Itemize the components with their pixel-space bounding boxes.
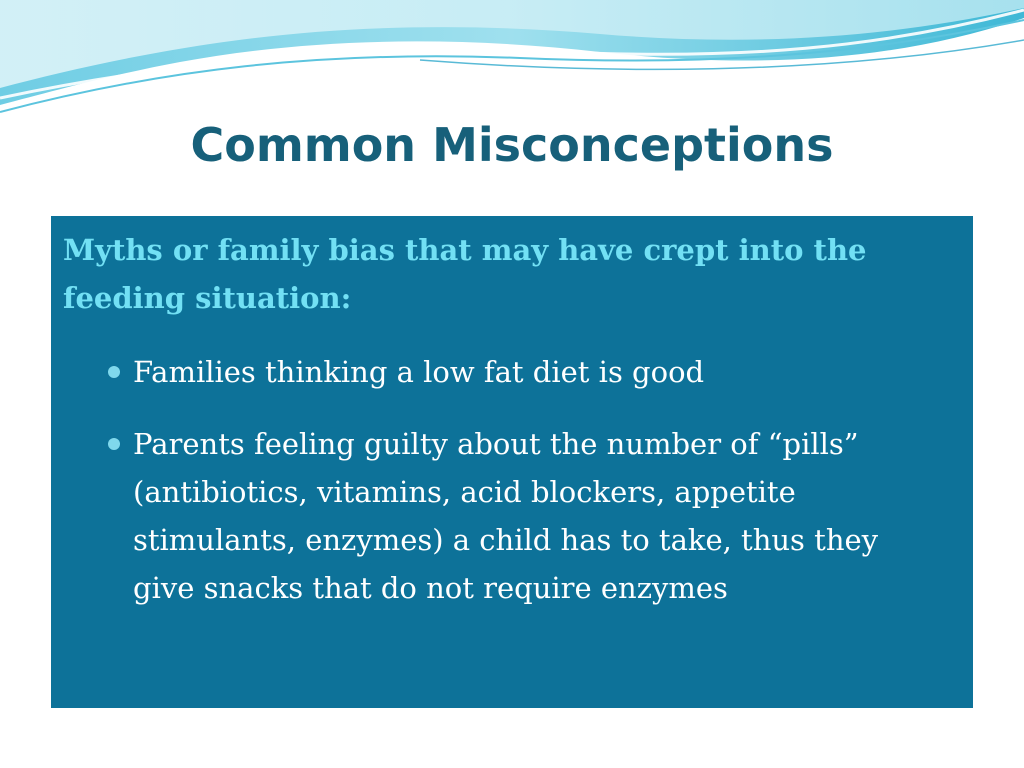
bullet-list xyxy=(63,348,933,612)
bullet-text: Parents feeling guilty about the number of “pills” (antibiotics, vitamins, acid blockers, appetite stimulants, enzymes) a child has to take, thus they give snacks that do not require enzymes xyxy=(133,427,879,605)
bullet-text: Families thinking a low fat diet is good xyxy=(133,355,705,389)
bullet-marker-icon xyxy=(108,438,120,450)
slide-title: Common Misconceptions xyxy=(190,118,834,172)
intro-text: Myths or family bias that may have crept into the feeding situation: xyxy=(63,233,867,315)
bullet-marker-icon xyxy=(108,366,120,378)
wave-header-decoration xyxy=(0,0,1024,125)
content-box xyxy=(51,216,973,708)
bullet-item xyxy=(108,420,933,612)
bullet-item xyxy=(108,348,933,396)
